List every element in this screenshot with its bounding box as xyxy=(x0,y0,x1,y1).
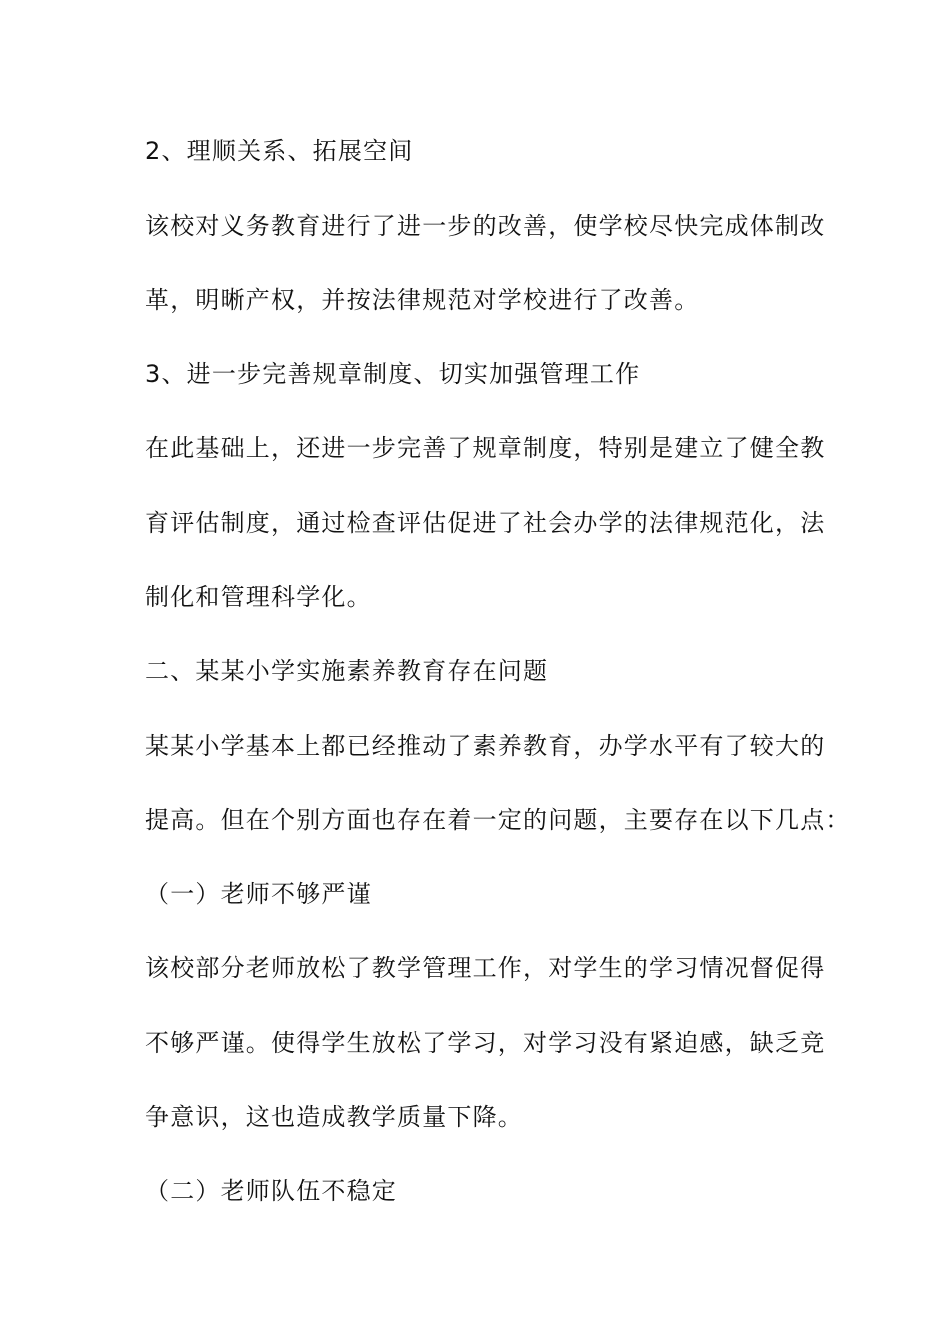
paragraph-line: 该校对义务教育进行了进一步的改善，使学校尽快完成体制改 xyxy=(145,212,826,240)
heading-line: （二）老师队伍不稳定 xyxy=(145,1177,397,1205)
heading-line: 2、理顺关系、拓展空间 xyxy=(145,137,414,165)
paragraph-line: 争意识，这也造成教学质量下降。 xyxy=(145,1103,523,1131)
paragraph-line: 在此基础上，还进一步完善了规章制度，特别是建立了健全教 xyxy=(145,434,826,462)
paragraph-line: 该校部分老师放松了教学管理工作，对学生的学习情况督促得 xyxy=(145,954,826,982)
heading-line: （一）老师不够严谨 xyxy=(145,880,372,908)
heading-line: 3、进一步完善规章制度、切实加强管理工作 xyxy=(145,360,641,388)
paragraph-line: 某某小学基本上都已经推动了素养教育，办学水平有了较大的 xyxy=(145,732,826,760)
heading-line: 二、某某小学实施素养教育存在问题 xyxy=(145,657,549,685)
paragraph-line: 不够严谨。使得学生放松了学习，对学习没有紧迫感，缺乏竞 xyxy=(145,1029,826,1057)
paragraph-line: 制化和管理科学化。 xyxy=(145,583,372,611)
paragraph-line: 提高。但在个别方面也存在着一定的问题，主要存在以下几点： xyxy=(145,806,851,834)
paragraph-line: 革，明晰产权，并按法律规范对学校进行了改善。 xyxy=(145,286,700,314)
paragraph-line: 育评估制度，通过检查评估促进了社会办学的法律规范化，法 xyxy=(145,509,826,537)
